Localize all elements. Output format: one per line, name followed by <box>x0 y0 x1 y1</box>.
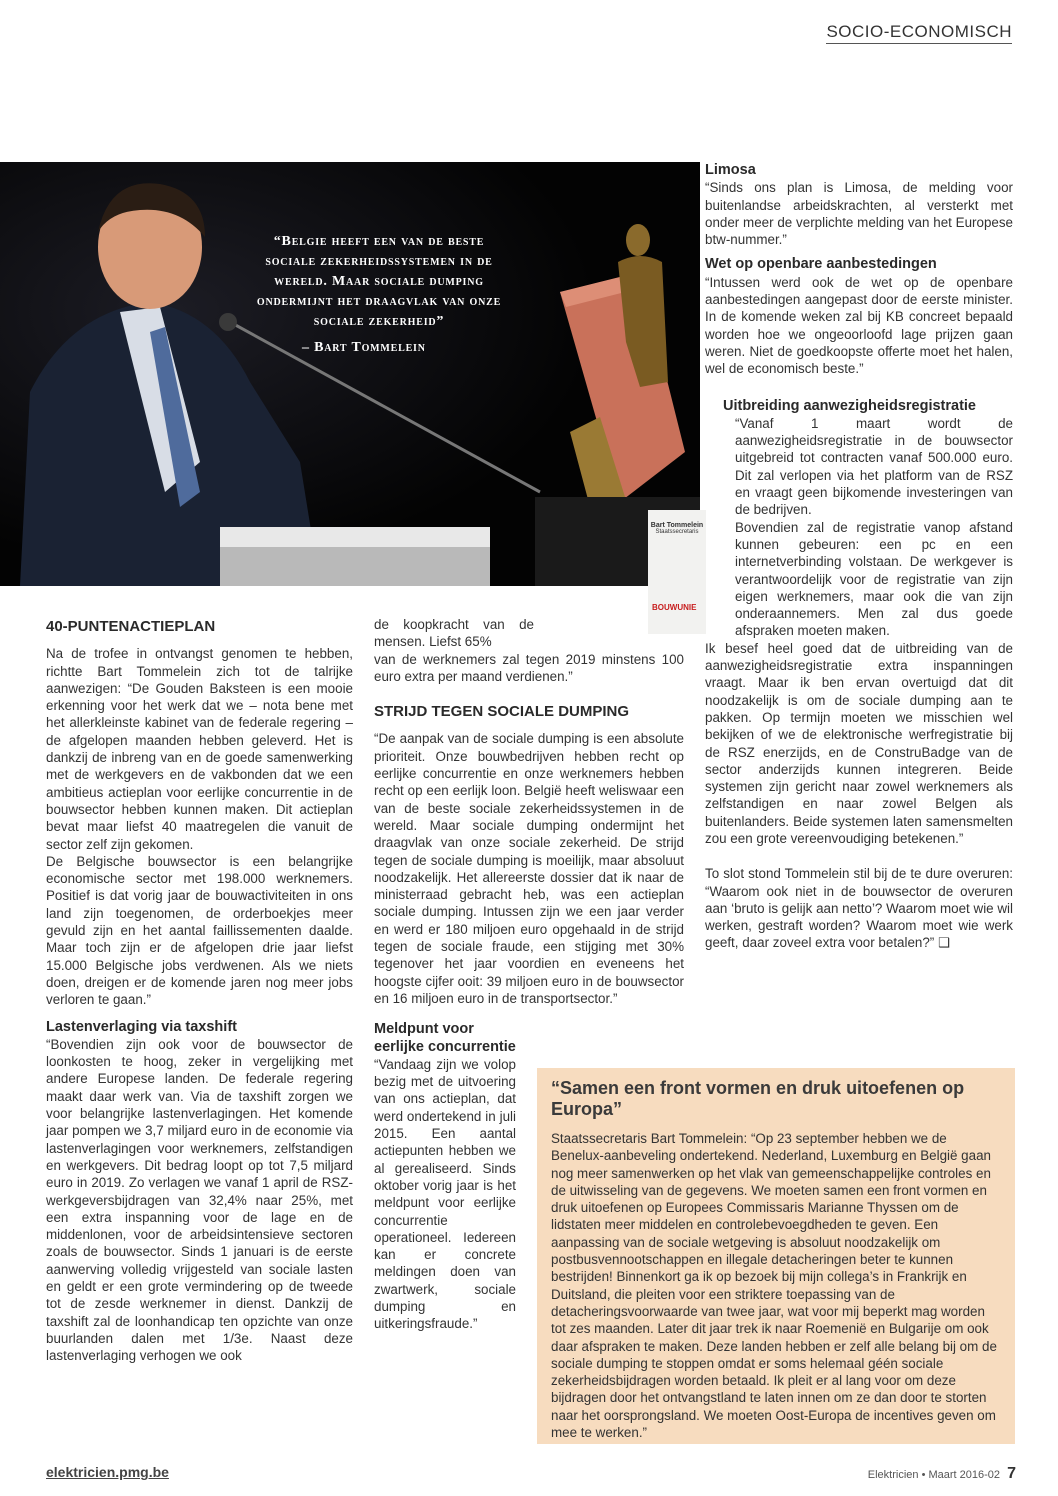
heading-aanbestedingen: Wet op openbare aanbestedingen <box>705 256 937 273</box>
box-title: “Samen een front vormen en druk uitoefenen op Europa” <box>551 1078 965 1119</box>
pull-quote-attribution: – Bart Tommelein <box>302 340 426 355</box>
column-right <box>705 162 1013 952</box>
paragraph-registratie-3: Ik besef heel goed dat de uitbreiding van de aanwezigheidsregistratie extra inspanningen vraagt. Maar ik ben ervan overtuigd dat dit noodzakelijk is om de sociale dumping aan te pakken. Op termijn moeten we misschien wel bekijken of we de elektronische werfregistratie bij de RSZ enerzijds, en de ConstruBadge van de sector anderzijds kunnen integreren. Beide systemen zijn gericht naar zowel werknemers als zelfstandigen en naar zowel Belgen als buitenlanders. Beide systemen laten samensmelten zou een grote vereenvoudiging betekenen.” <box>705 640 1013 846</box>
paragraph-meldpunt: “Vandaag zijn we volop bezig met de uitvoering van ons actieplan, dat werd ondertekend in juli 2015. Een aantal actiepunten hebben we al gerealiseerd. Sinds oktober vorig jaar is het meldpunt voor eerlijke concurrentie operationeel. Iedereen kan er concrete meldingen doen van zwartwerk, sociale dumping en uitkeringsfraude.” <box>374 1056 516 1332</box>
paragraph-registratie-2: Bovendien zal de registratie vanop afstand kunnen gebeuren: een pc en een internetverbinding volstaan. De werkgever is verantwoordelijk voor de registratie van zijn eigen werknemers, maar ook die van zijn onderaannemers. Men zal dus goede afspraken moeten maken. <box>735 519 1013 639</box>
paragraph-limosa: “Sinds ons plan is Limosa, de melding voor buitenlandse arbeidskrachten, al versterkt met onder meer de verplichte melding van het Europese btw-nummer.” <box>705 180 1013 248</box>
section-label: SOCIO-ECONOMISCH <box>826 22 1012 44</box>
plaque-title: Staatssecretaris <box>655 529 699 535</box>
paragraph-dumping: “De aanpak van de sociale dumping is een absolute prioriteit. Onze bouwbedrijven hebben recht op eerlijke concurrentie en onze werknemers hebben recht op een eerlijk loon. België heeft weliswaar een van de beste sociale zekerheidssystemen in de wereld. Maar sociale dumping ondermijnt het draagvlak van onze sociale zekerheid. De strijd tegen de sociale dumping is moeilijk, maar absoluut noodzakelijk. Het allereerste dossier dat ik naar de ministerraad gebracht heb, was een actieplan sociale dumping. Intussen zijn we een jaar verder en werd er 180 miljoen euro opgehaald in de strijd tegen de sociale fraude, een stijging met 30% tegenover het jaar voordien en eveneens het hoogste cijfer ooit: 39 miljoen euro in de bouwsector en 16 miljoen euro in de transportsector.” <box>374 731 684 1006</box>
heading-actieplan: 40-PUNTENACTIEPLAN <box>46 618 216 635</box>
paragraph-registratie-1: “Vanaf 1 maart wordt de aanwezigheidsregistratie in de bouwsector uitgebreid tot contracten vanaf 500.000 euro. Dit zal verlopen via het platform van de RSZ en vraagt geen bijkomende investeringen van de bedrijven. <box>735 415 1013 518</box>
plaque-brand-logo: BOUWUNIE <box>652 603 697 612</box>
paragraph-taxshift: “Bovendien zijn ook voor de bouwsector de loonkosten te hoog, zeker in vergelijking met andere Europese landen. De federale regering maakt daar werk van. Via de taxshift zorgen we voor belangrijke lastenverlagingen. Het komende jaar pompen we 3,7 miljard euro in de economie via lastenverlagingen voor werknemers, zelfstandigen en werkgevers. Dit bedrag loopt op tot 7,5 miljard euro in 2019. Zo verlagen we vanaf 1 april de RSZ-werkgeversbijdragen van 32,4% naar 25%, met een extra inspanning voor de lage en de middenlonen, voor de arbeidsintensieve sectoren zoals de bouwsector. Sinds 1 januari is de eerste aanwerving volledig vrijgesteld van sociale lasten en geldt er een grote vermindering op de tweede tot de zesde werknemer in dienst. Dankzij de taxshift zal de loonhandicap ten opzichte van onze buurlanden dalen met 1/3e. Naast deze lastenverlaging verhogen we ook <box>46 1036 353 1364</box>
paragraph-trofee: Na de trofee in ontvangst genomen te hebben, richtte Bart Tommelein zich tot de talrijke aanwezigen: “De Gouden Baksteen is een mooie erkenning voor het werk dat we – nota bene met het allerkleinste kabinet van de federale regering – de afgelopen maanden hebben geleverd. Het is dankzij de inbreng van en de goede samenwerking met de werkgevers en de vakbonden dat we een ambitieus actieplan voor eerlijke concurrentie in de bouwsector hebben kunnen maken. Dit actieplan bevat maar liefst 40 maatregelen die vanuit de sector zelf zijn gekomen. <box>46 646 353 852</box>
event-photo <box>0 162 700 586</box>
plaque-name: Bart Tommelein <box>650 522 704 529</box>
footer-issue-label: Elektricien • Maart 2016-02 <box>867 1469 1001 1481</box>
footer-issue <box>868 1465 1016 1483</box>
heading-meldpunt: Meldpunt voor eerlijke concurrentie <box>374 1021 516 1055</box>
heading-dumping: STRIJD TEGEN SOCIALE DUMPING <box>374 703 630 721</box>
page-number: 7 <box>1007 1465 1016 1482</box>
footer-website-link[interactable]: elektricien.pmg.be <box>46 1464 169 1480</box>
paragraph-slot: To slot stond Tommelein stil bij de te dure overuren: “Waarom ook niet in de bouwsector de overuren aan ‘bruto is gelijk aan netto’? Waarom moet wie wil werken, gestraft worden? Waarom moet wie werk geeft, daar zoveel extra voor betalen?” ❑ <box>705 866 1013 951</box>
heading-registratie: Uitbreiding aanwezigheidsregistratie <box>723 397 976 414</box>
paragraph-koopkracht-end: van de werknemers zal tegen 2019 minstens 100 euro extra per maand verdienen.” <box>374 651 684 684</box>
paragraph-bouwsector: De Belgische bouwsector is een belangrijke economische sector met 198.000 werknemers. Positief is dat vorig jaar de bouwactiviteiten in ons land zijn toegenomen, de orderboekjes meer gevuld zijn en het aantal faillissementen daalde. Maar toch zijn er de afgelopen drie jaar liefst 15.000 Belgische jobs verdwenen. Als we niets doen, dreigen er de komende jaren nog meer jobs verloren te gaan.” <box>46 853 353 1008</box>
paragraph-aanbestedingen: “Intussen werd ook de wet op de openbare aanbestedingen aangepast door de eerste minister. In de komende weken zal bij KB concreet bepaald worden hoe we ongeoorloofd lage prijzen gaan weren. Niet de goedkoopste offerte moet het halen, wel de economisch beste.” <box>705 274 1013 377</box>
column-left <box>46 618 353 1364</box>
sidebar-box <box>537 1068 1015 1444</box>
paragraph-koopkracht-start: de koopkracht van de mensen. Liefst 65% <box>374 617 534 650</box>
box-text: Staatssecretaris Bart Tommelein: “Op 23 september hebben we de Benelux-aanbeveling ondertekend. Nederland, Luxemburg en België gaan nog meer samenwerken op het vlak van gemeenschappelijke controles en de uitwisseling van de gegevens. We moeten samen een front vormen en druk uitoefenen op Europees Commissaris Marianne Thyssen om de lidstaten meer middelen en controlebevoegdheden te geven. Een aanpassing van de sociale wetgeving is absoluut noodzakelijk om postbusvennootschappen en illegale detacheringen beter te kunnen bestrijden! Binnenkort ga ik op bezoek bij mijn collega’s in Frankrijk en Duitsland, die pleiten voor een striktere toepassing van de detacheringsvoorwaarde van twee jaar, wat voor mij beperkt mag worden tot zes maanden. Later dit jaar trek ik naar Roemenië en Bulgarije om ook daar afspraken te maken. Deze landen hebben er zelf alle belang bij om de sociale dumping te stoppen omdat er soms helemaal géén sociale zekerheidsbijdragen worden betaald. Ik pleit er al lang voor om deze bijdragen door het ontvangstland te laten innen om ze dan door te storten naar het oorsprongsland. We moeten Oost-Europa de incentives geven om mee te werken.” <box>551 1131 997 1441</box>
event-photo-illustration <box>0 162 700 586</box>
heading-limosa: Limosa <box>705 162 756 178</box>
heading-taxshift: Lastenverlaging via taxshift <box>46 1018 237 1035</box>
pull-quote: “Belgie heeft een van de beste sociale zekerheidssystemen in de wereld. Maar sociale dumping ondermijnt het draagvlak van onze sociale zekerheid” <box>256 234 502 329</box>
